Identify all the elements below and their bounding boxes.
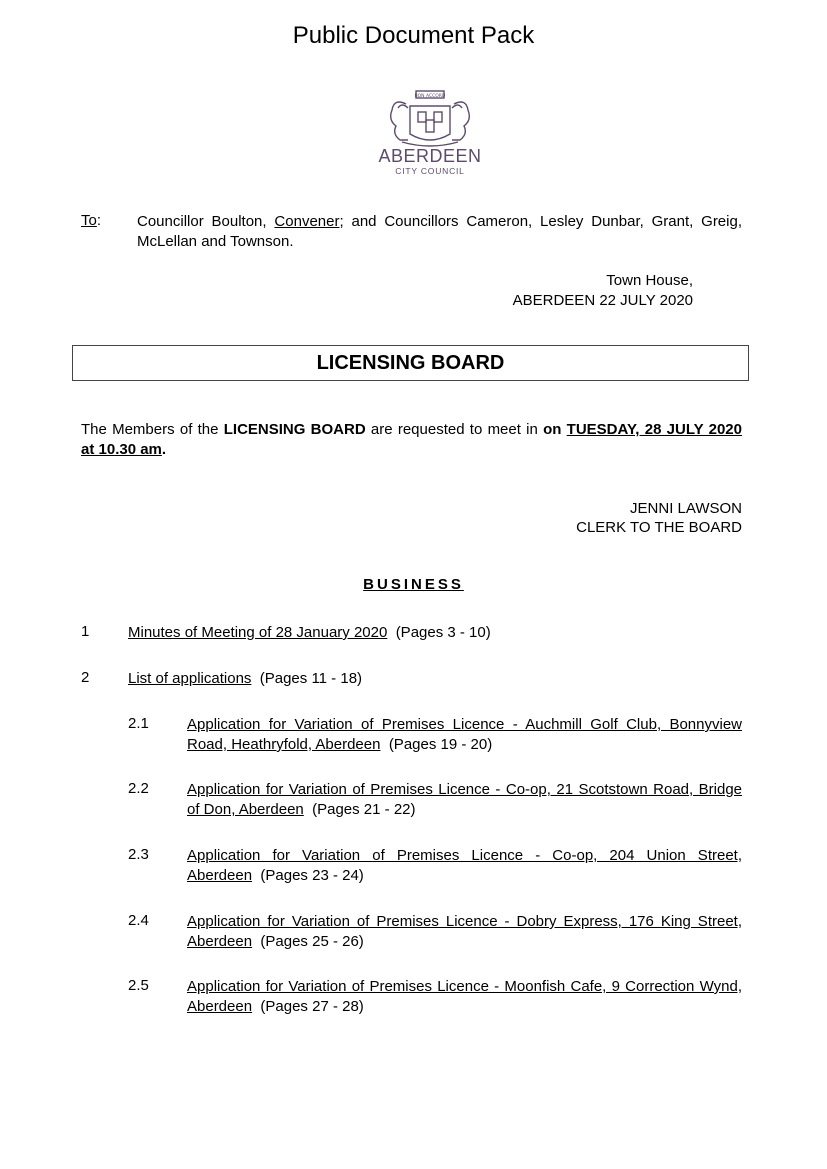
- agenda-item: List of applications (Pages 11 - 18): [128, 670, 363, 687]
- agenda-subitem-link[interactable]: Application for Variation of Premises Licence - Co-op, 21 Scotstown Road, Bridge of Don, Aberdeen: [187, 781, 742, 818]
- subitem-number: 2.1: [128, 715, 149, 732]
- agenda-subitem: Application for Variation of Premises Licence - Co-op, 21 Scotstown Road, Bridge of Don, Aberdeen (Pages 21 - 22): [187, 781, 742, 818]
- address-line-1: Town House,: [606, 272, 693, 289]
- convener-label: Convener: [274, 213, 340, 230]
- item-number: 2: [81, 669, 90, 686]
- agenda-subitem: Application for Variation of Premises Licence - Dobry Express, 176 King Street, Aberdeen (Pages 25 - 26): [187, 913, 742, 950]
- page-header: Public Document Pack: [292, 22, 535, 49]
- subitem-number: 2.2: [128, 780, 149, 797]
- board-title: LICENSING BOARD: [316, 352, 505, 374]
- agenda-subitem: Application for Variation of Premises Licence - Auchmill Golf Club, Bonnyview Road, Heathryfold, Aberdeen (Pages 19 - 20): [187, 716, 742, 753]
- agenda-item-link[interactable]: List of applications: [128, 670, 252, 687]
- business-heading: BUSINESS: [363, 576, 464, 593]
- agenda-subitem-link[interactable]: Application for Variation of Premises Licence - Moonfish Cafe, 9 Correction Wynd, Aberdeen: [187, 978, 742, 1015]
- council-logo-name: ABERDEEN: [378, 146, 482, 166]
- subitem-number: 2.5: [128, 977, 149, 994]
- agenda-subitem-link[interactable]: Application for Variation of Premises Licence - Auchmill Golf Club, Bonnyview Road, Heathryfold, Aberdeen: [187, 716, 742, 753]
- meeting-notice: The Members of the LICENSING BOARD are requested to meet in on TUESDAY, 28 JULY 2020 at 10.30 am.: [81, 421, 742, 458]
- address-line-2: ABERDEEN 22 JULY 2020: [512, 292, 693, 309]
- to-label: To:: [81, 212, 102, 229]
- subitem-number: 2.3: [128, 846, 149, 863]
- agenda-subitem: Application for Variation of Premises Licence - Moonfish Cafe, 9 Correction Wynd, Aberdeen (Pages 27 - 28): [187, 978, 742, 1015]
- clerk-name: JENNI LAWSON: [630, 500, 742, 517]
- recipients: Councillor Boulton, Convener; and Councillors Cameron, Lesley Dunbar, Grant, Greig, McLellan and Townson.: [137, 213, 742, 250]
- council-logo-subtitle: CITY COUNCIL: [395, 166, 465, 176]
- agenda-subitem-link[interactable]: Application for Variation of Premises Licence - Dobry Express, 176 King Street, Aberdeen: [187, 913, 742, 950]
- agenda-subitem-link[interactable]: Application for Variation of Premises Licence - Co-op, 204 Union Street, Aberdeen: [187, 847, 742, 884]
- agenda-item-link[interactable]: Minutes of Meeting of 28 January 2020: [128, 624, 388, 641]
- item-number: 1: [81, 623, 90, 640]
- svg-text:BON ACCORD: BON ACCORD: [414, 94, 446, 99]
- meeting-date: TUESDAY, 28 JULY 2020 at 10.30 am: [81, 421, 742, 458]
- agenda-subitem: Application for Variation of Premises Licence - Co-op, 204 Union Street, Aberdeen (Pages 23 - 24): [187, 847, 742, 884]
- clerk-role: CLERK TO THE BOARD: [576, 519, 742, 536]
- agenda-item: Minutes of Meeting of 28 January 2020 (Pages 3 - 10): [128, 624, 491, 641]
- subitem-number: 2.4: [128, 912, 149, 929]
